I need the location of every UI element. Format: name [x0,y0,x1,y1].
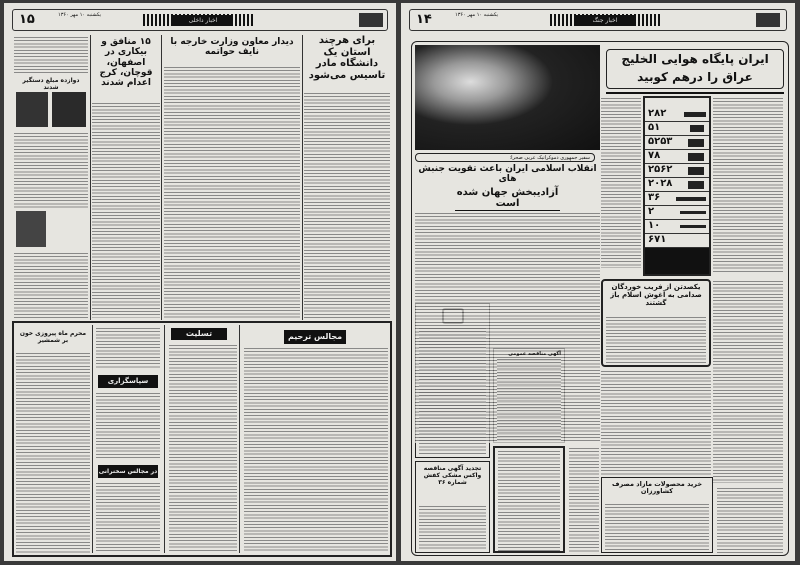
ship-icon [676,197,706,201]
headline-university: برای هرچند استان یک دانشگاه مادر تاسیس می‌شود [304,35,390,81]
headline-hawatmeh: دیدار معاون وزارت خارجه با نایف حواتمه [164,37,300,58]
news-photo [415,45,600,150]
main-headline: عراق را درهم کوبید [637,70,753,84]
article-body [92,103,160,318]
table-row [645,192,709,206]
section-label: اخبار جنگ [575,15,635,26]
sub-headline: آزادیبخش جهان شده است [456,186,559,210]
soldiers-silhouette [645,248,709,274]
article-body [605,504,709,550]
table-value: ۲۰۲۸ [648,178,673,189]
table-row [645,150,709,164]
table-value: ۲۸۲ [648,108,667,119]
logo [359,13,383,27]
ads-text [244,348,388,553]
table-value: ۱۰ [648,220,661,231]
table-value: ۲ [648,206,655,217]
ad-title: تجدید آگهی مناقصه واکس مشکی کفش شماره ۳۶ [418,466,487,487]
ads-text [169,345,237,553]
article-body [717,488,783,553]
thanks-banner: سپاسگزاری [98,375,158,388]
ad-title: آگهی مناقصه عمومی [508,351,561,357]
portrait-photo [16,89,48,127]
returnees-box [601,279,711,367]
table-value: ۲۵۶۲ [648,164,673,175]
ad-text [419,506,486,550]
lectures-banner: در مجالس سخنرانی [98,465,158,478]
article-body [14,133,88,208]
boat-icon [680,211,706,214]
tank-icon [688,139,704,147]
column-rule [302,35,303,320]
article-body [569,448,599,553]
date: یکشنبه ۱۰ مهر ۱۳۶۰ [455,12,498,18]
main-headline-box [606,49,784,89]
table-row [645,234,709,248]
portrait-photo [16,211,46,247]
condolence-meetings-banner: مجالس ترحیم [284,330,346,344]
page-header [12,9,388,31]
table-row [645,220,709,234]
portrait-photo [52,89,86,127]
table-value: ۵۱ [648,122,661,133]
ads-text [96,483,160,553]
article-body [14,253,88,318]
artillery-icon [688,153,704,161]
boat-icon [680,225,706,228]
headline-arrests: دوازده مبلغ دستگیر شدند [14,78,88,92]
article-body [601,371,711,475]
ad-box [493,446,565,553]
section-label: اخبار داخلی [173,15,233,26]
sub-headline-block [415,164,600,211]
bottom-headline: خرید محصولات مازاد مصرف کشاورزان [604,481,710,496]
helicopter-icon [690,125,704,132]
ads-text [16,353,90,553]
table-value: ۷۸ [648,150,661,161]
article-body [164,67,300,318]
column-rule [92,325,93,553]
rocket-icon [688,181,704,189]
table-row [645,108,709,122]
farmers-box [601,477,713,553]
page-number: ۱۵ [19,12,35,27]
table-row [645,206,709,220]
table-value: ۶۷۱ [648,234,667,245]
column-rule [90,35,91,320]
headline-executions: ۱۵ منافق و بیکاری در اصفهان، قوچان، کرج اعدام شدند [92,37,160,89]
logo [756,13,780,27]
sub-headline: انقلاب اسلامی ایران باعث تقویت جنبش های [415,164,600,185]
column-rule [164,325,165,553]
column-rule [161,35,162,320]
article-body [14,37,88,75]
vehicle-icon [688,167,704,175]
condolence-banner: تسلیت [171,328,227,340]
war-losses-table [643,96,711,276]
article-body [304,93,390,318]
article-body [713,281,783,483]
aircraft-icon [684,112,706,117]
table-row [645,178,709,192]
article-body [713,98,783,273]
main-headline: ایران پایگاه هوایی الخلیج [621,52,769,66]
tender-renewal-ad [415,461,490,553]
muharram-heading: محرم ماه پیروزی خون بر شمشیر [16,331,90,345]
table-row [645,164,709,178]
ad-text [498,451,560,551]
tender-ad [493,348,565,443]
page-header [409,9,787,31]
kicker-box [415,153,595,162]
table-row [645,122,709,136]
table-value: ۳۶ [648,192,661,203]
table-row [645,136,709,150]
ads-text [96,393,160,458]
rule [606,92,784,94]
left-newspaper-page [4,3,396,561]
ads-text [96,328,160,368]
box-headline: یکصدتن از فریب خوردگان صدامی به آغوش اسلام باز گشتند [605,283,707,307]
right-newspaper-page [401,3,795,561]
column-rule [239,325,240,553]
date: یکشنبه ۱۰ مهر ۱۳۶۰ [58,12,101,18]
ad-text [497,359,561,441]
kicker: سفیر جمهوری دموکراتیک عربی صحرا: [509,155,590,161]
table-value: ۵۲۵۳ [648,136,673,147]
page-number: ۱۴ [416,12,432,27]
article-body [601,98,641,268]
article-body [606,317,706,365]
ad-text [419,328,486,456]
